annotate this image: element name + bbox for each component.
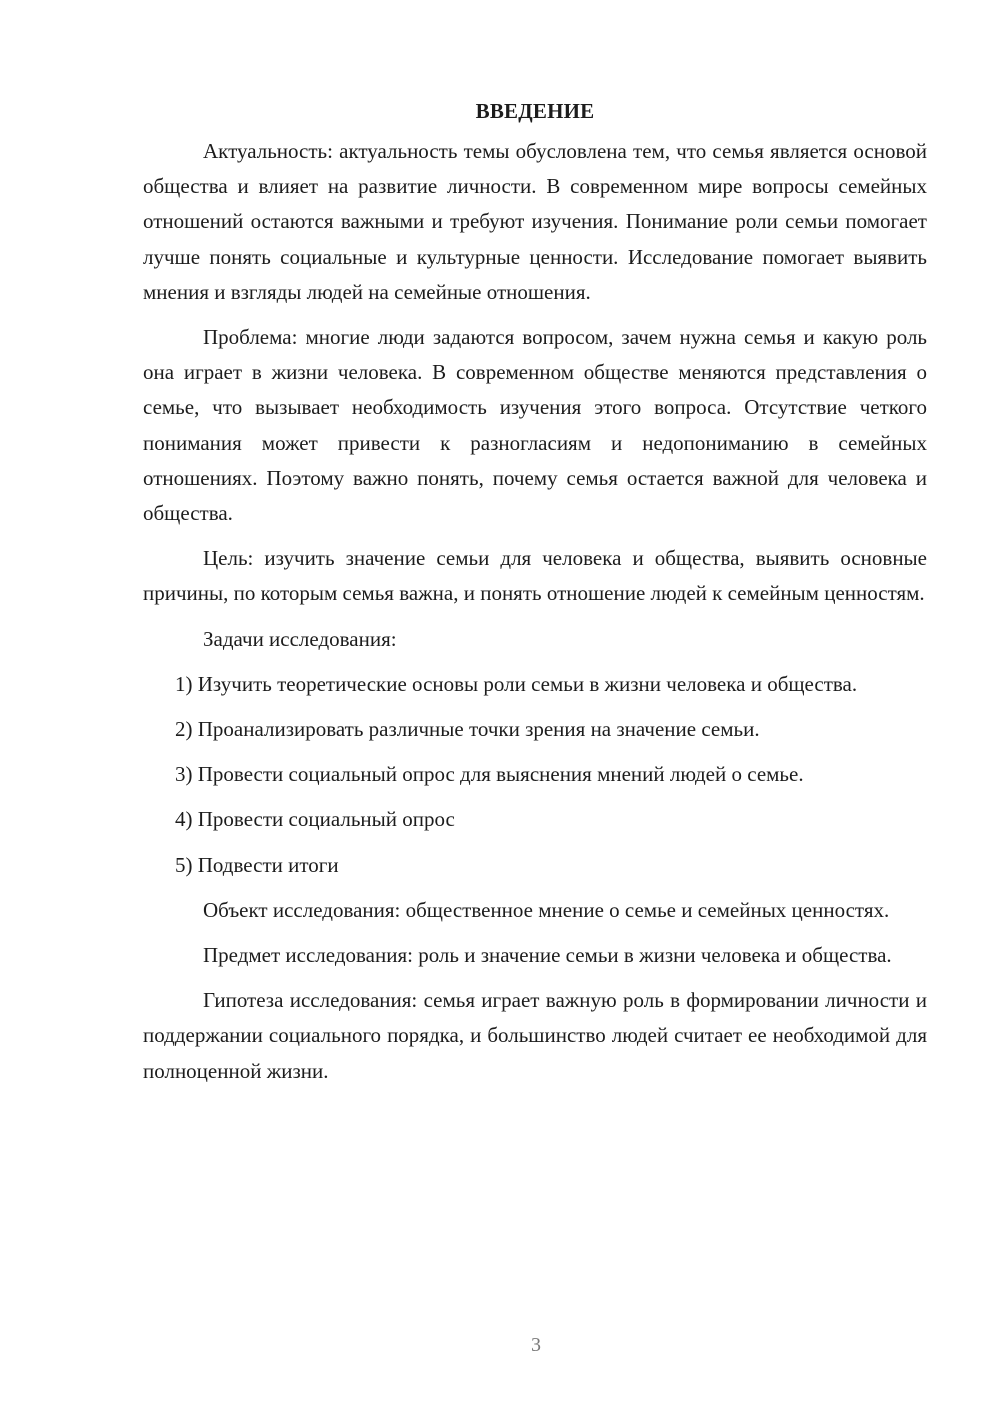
list-item: 1) Изучить теоретические основы роли семьи в жизни человека и общества. — [175, 671, 858, 696]
paragraph-hypothesis: Гипотеза исследования: семья играет важную роль в формировании личности и поддержании социального порядка, и большинство людей считает ее необходимой для полноценной жизни. — [143, 988, 927, 1083]
list-item: 4) Провести социальный опрос — [175, 807, 455, 832]
page-content — [143, 96, 927, 1099]
list-item: 3) Провести социальный опрос для выяснения мнений людей о семье. — [175, 762, 804, 787]
page-number: 3 — [531, 1334, 541, 1356]
tasks-heading: Задачи исследования: — [203, 626, 397, 651]
paragraph-object: Объект исследования: общественное мнение о семье и семейных ценностях. — [203, 897, 890, 922]
paragraph-problem: Проблема: многие люди задаются вопросом, зачем нужна семья и какую роль она играет в жизни человека. В современном обществе меняются представления о семье, что вызывает необходимость изучения этого вопроса. Отсутствие четкого понимания может привести к разногласиям и недопониманию в семейных отношениях. Поэтому важно понять, почему семья остается важной для человека и общества. — [143, 325, 927, 526]
section-title: ВВЕДЕНИЕ — [475, 99, 595, 123]
paragraph-subject: Предмет исследования: роль и значение семьи в жизни человека и общества. — [203, 943, 892, 968]
list-item: 2) Проанализировать различные точки зрения на значение семьи. — [175, 717, 760, 742]
list-item: 5) Подвести итоги — [175, 852, 339, 877]
paragraph-goal: Цель: изучить значение семьи для человека и общества, выявить основные причины, по которым семья важна, и понять отношение людей к семейным ценностям. — [143, 546, 927, 606]
paragraph-relevance: Актуальность: актуальность темы обусловлена тем, что семья является основой общества и влияет на развитие личности. В современном мире вопросы семейных отношений остаются важными и требуют изучения. Понимание роли семьи помогает лучше понять социальные и культурные ценности. Исследование помогает выявить мнения и взгляды людей на семейные отношения. — [143, 139, 927, 304]
